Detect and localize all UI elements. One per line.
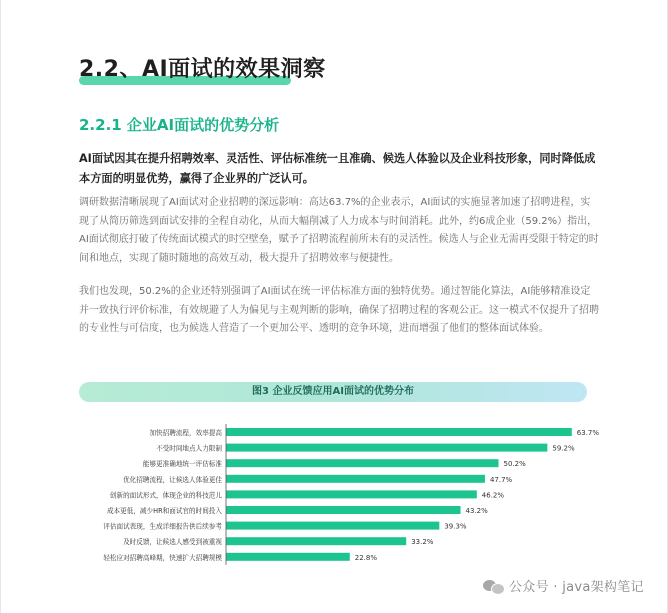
bar [226, 475, 485, 483]
value-label: 43.2% [465, 507, 488, 515]
section-title-text: 2.2、AI面试的效果洞察 [79, 57, 326, 82]
watermark [483, 576, 644, 595]
value-label: 46.2% [481, 491, 505, 500]
body-paragraph-1: 调研数据清晰展现了AI面试对企业招聘的深远影响：高达63.7%的企业表示，AI面试的实施显著加速了招聘进程，实现了从简历筛选到面试安排的全程自动化，从而大幅削减了人力成本与时间消耗。此外，约6成企业（59.2%）指出，AI面试彻底打破了传统面试模式的时空壁垒，赋予了招聘流程前所未有的灵活性。候选人与企业无需再受限于特定的时间和地点，实现了随时随地的高效互动，极大提升了招聘效率与便捷性。 [79, 197, 599, 264]
watermark-text: 公众号 · java架构笔记 [509, 580, 644, 595]
bar [226, 444, 547, 452]
bar [226, 490, 477, 498]
wechat-icon [483, 578, 503, 594]
bar [226, 553, 350, 561]
advantage-bar-chart [1, 0, 668, 613]
category-label: 不受时间地点人力限制 [156, 444, 222, 453]
value-label: 50.2% [503, 460, 526, 469]
value-label: 59.2% [552, 444, 575, 453]
body-paragraph-2: 我们也发现，50.2%的企业还特别强调了AI面试在统一评估标准方面的独特优势。通过智能化算法，AI能够精准设定并一致执行评价标准，有效规避了人为偏见与主观判断的影响，确保了招聘过程的客观公正。这一模式不仅提升了招聘的专业性与可信度，也为候选人营造了一个更加公平、透明的竞争环境，进而增强了他们的整体面试体验。 [79, 286, 599, 335]
figure-title: 图3 企业反馈应用AI面试的优势分布 [79, 382, 587, 402]
section-title [79, 52, 326, 83]
value-label: 33.2% [411, 538, 434, 547]
category-label: 评估面试表现，生成详细报告供后续参考 [103, 522, 222, 531]
bar [226, 506, 461, 514]
bar [226, 537, 406, 545]
category-label: 优化招聘流程，让候选人体验更佳 [123, 475, 222, 484]
category-label: 轻松应对招聘高峰期，快速扩大招聘规模 [103, 553, 222, 562]
category-label: 加快招聘流程，效率提高 [149, 429, 222, 437]
value-label: 63.7% [576, 429, 600, 437]
category-label: 能够更准确地统一评估标准 [142, 460, 222, 469]
value-label: 22.8% [354, 553, 378, 562]
subsection-title: 2.2.1 企业AI面试的优势分析 [79, 116, 280, 134]
category-label: 成本更低，减少HR和面试官的时间投入 [106, 507, 222, 515]
bar [226, 428, 572, 436]
category-label: 及时反馈，让候选人感受到被重视 [123, 538, 222, 547]
value-label: 47.7% [489, 475, 513, 484]
bar [226, 522, 439, 530]
bar [226, 459, 499, 467]
value-label: 39.3% [444, 522, 467, 531]
category-label: 创新的面试形式，体现企业的科技范儿 [109, 491, 222, 500]
lead-paragraph: AI面试因其在提升招聘效率、灵活性、评估标准统一且准确、候选人体验以及企业科技形象，同时降低成本方面的明显优势，赢得了企业界的广泛认可。 [79, 152, 596, 185]
